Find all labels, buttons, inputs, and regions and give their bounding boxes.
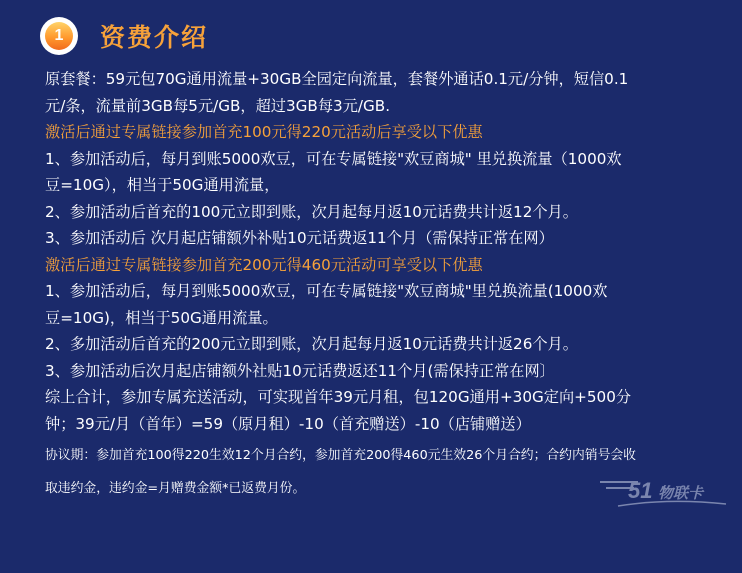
number-badge — [40, 17, 78, 55]
text-line: 综上合计，参加专属充送活动，可实现首年39元月租，包120G通用+30G定向+500分 — [45, 388, 632, 406]
text-line: 1、参加活动后，每月到账5000欢豆，可在专属链接"欢豆商城" 里兑换流量（1000欢 — [45, 149, 622, 168]
watermark-text: 物联卡 — [658, 484, 704, 502]
watermark — [598, 468, 728, 514]
text-line: 3、参加活动后 次月起店铺额外补贴10元话费返11个月（需保持正常在网） — [45, 229, 554, 247]
highlight-line: 激活后通过专属链接参加首充100元得220元活动后享受以下优惠 — [45, 123, 483, 141]
text-line: 元/条，流量前3GB每5元/GB，超过3GB每3元/GB. — [45, 96, 391, 115]
text-line: 豆=10G)，相当于50G通用流量。 — [45, 308, 278, 327]
number-badge-inner: 1 — [45, 22, 73, 50]
section-header — [40, 14, 208, 58]
text-line: 2、参加活动后首充的100元立即到账，次月起每月返10元话费共计返12个月。 — [45, 202, 578, 221]
text-line: 3、参加活动后次月起店铺额外社贴10元话费返还11个月(需保持正常在网〕 — [45, 361, 555, 380]
text-line: 钟；39元/月（首年）=59（原月租）-10（首充赠送）-10（店铺赠送） — [45, 414, 531, 433]
text-line: 原套餐：59元包70G通用流量+30GB全园定向流量，套餐外通话0.1元/分钟，短信0.1 — [45, 70, 629, 88]
tariff-content — [45, 66, 725, 505]
highlight-line: 激活后通过专属链接参加首充200元得460元活动可享受以下优惠 — [45, 255, 483, 274]
text-line: 2、多加活动后首充的200元立即到账，次月起每月返10元话费共计返26个月。 — [45, 335, 578, 353]
agreement-line: 协议期：参加首充100得220生效12个月合约，参加首充200得460元生效26个月合约；合约内销号会收 — [45, 448, 636, 463]
section-title: 资费介绍 — [100, 23, 209, 52]
agreement-line: 取违约金，违约金=月赠费金额*已返费月份。 — [45, 481, 306, 496]
watermark-logo: 51 — [628, 478, 653, 503]
text-line: 1、参加活动后，每月到账5000欢豆，可在专属链接"欢豆商城"里兑换流量(1000欢 — [45, 282, 608, 300]
text-line: 豆=10G），相当于50G通用流量， — [45, 176, 280, 194]
